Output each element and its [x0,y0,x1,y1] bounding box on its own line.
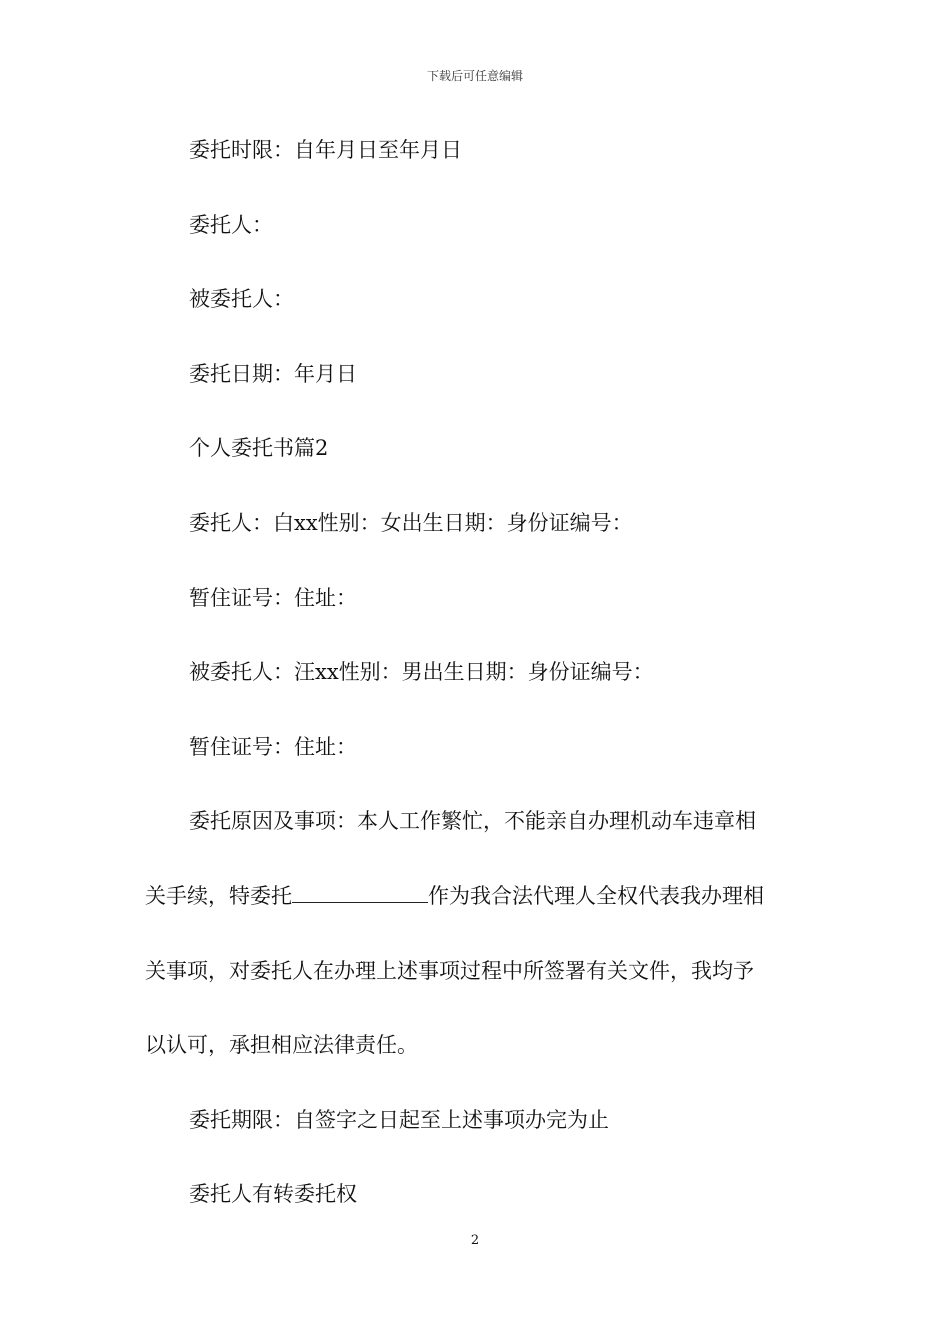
page-number: 2 [470,1233,480,1248]
agent-residence-line: 暂住证号：住址： [189,734,357,759]
paragraph-line-2 [145,878,810,914]
principal-residence-line: 暂住证号：住址： [189,585,357,610]
paragraph-line-3: 关事项，对委托人在办理上述事项过程中所签署有关文件，我均予 [145,958,754,983]
paragraph-line-2-end: 作为我合法代理人全权代表我办理相 [428,883,764,908]
paragraph-line-2-start: 关手续，特委托 [145,883,292,908]
principal-info-line: 委托人：白xx性别：女出生日期：身份证编号： [189,510,633,535]
entrust-period-line: 委托期限：自签字之日起至上述事项办完为止 [189,1107,609,1132]
page-header: 下载后可任意编辑 [426,69,523,83]
agent-info-line: 被委托人：汪xx性别：男出生日期：身份证编号： [189,660,654,685]
document-body [145,132,810,1251]
entrust-time-limit-line: 委托时限：自年月日至年月日 [189,138,462,162]
principal-line: 委托人： [189,212,273,237]
paragraph-line-4: 以认可，承担相应法律责任。 [145,1033,418,1058]
entrust-reason-paragraph [145,803,810,1063]
paragraph-line-1: 委托原因及事项：本人工作繁忙，不能亲自办理机动车违章相 [189,809,756,834]
agent-name-blank [292,880,428,903]
agent-line: 被委托人： [189,287,294,312]
entrust-date-line: 委托日期：年月日 [189,361,357,386]
section-heading: 个人委托书篇2 [189,436,329,461]
sub-entrust-right-line: 委托人有转委托权 [189,1182,357,1207]
